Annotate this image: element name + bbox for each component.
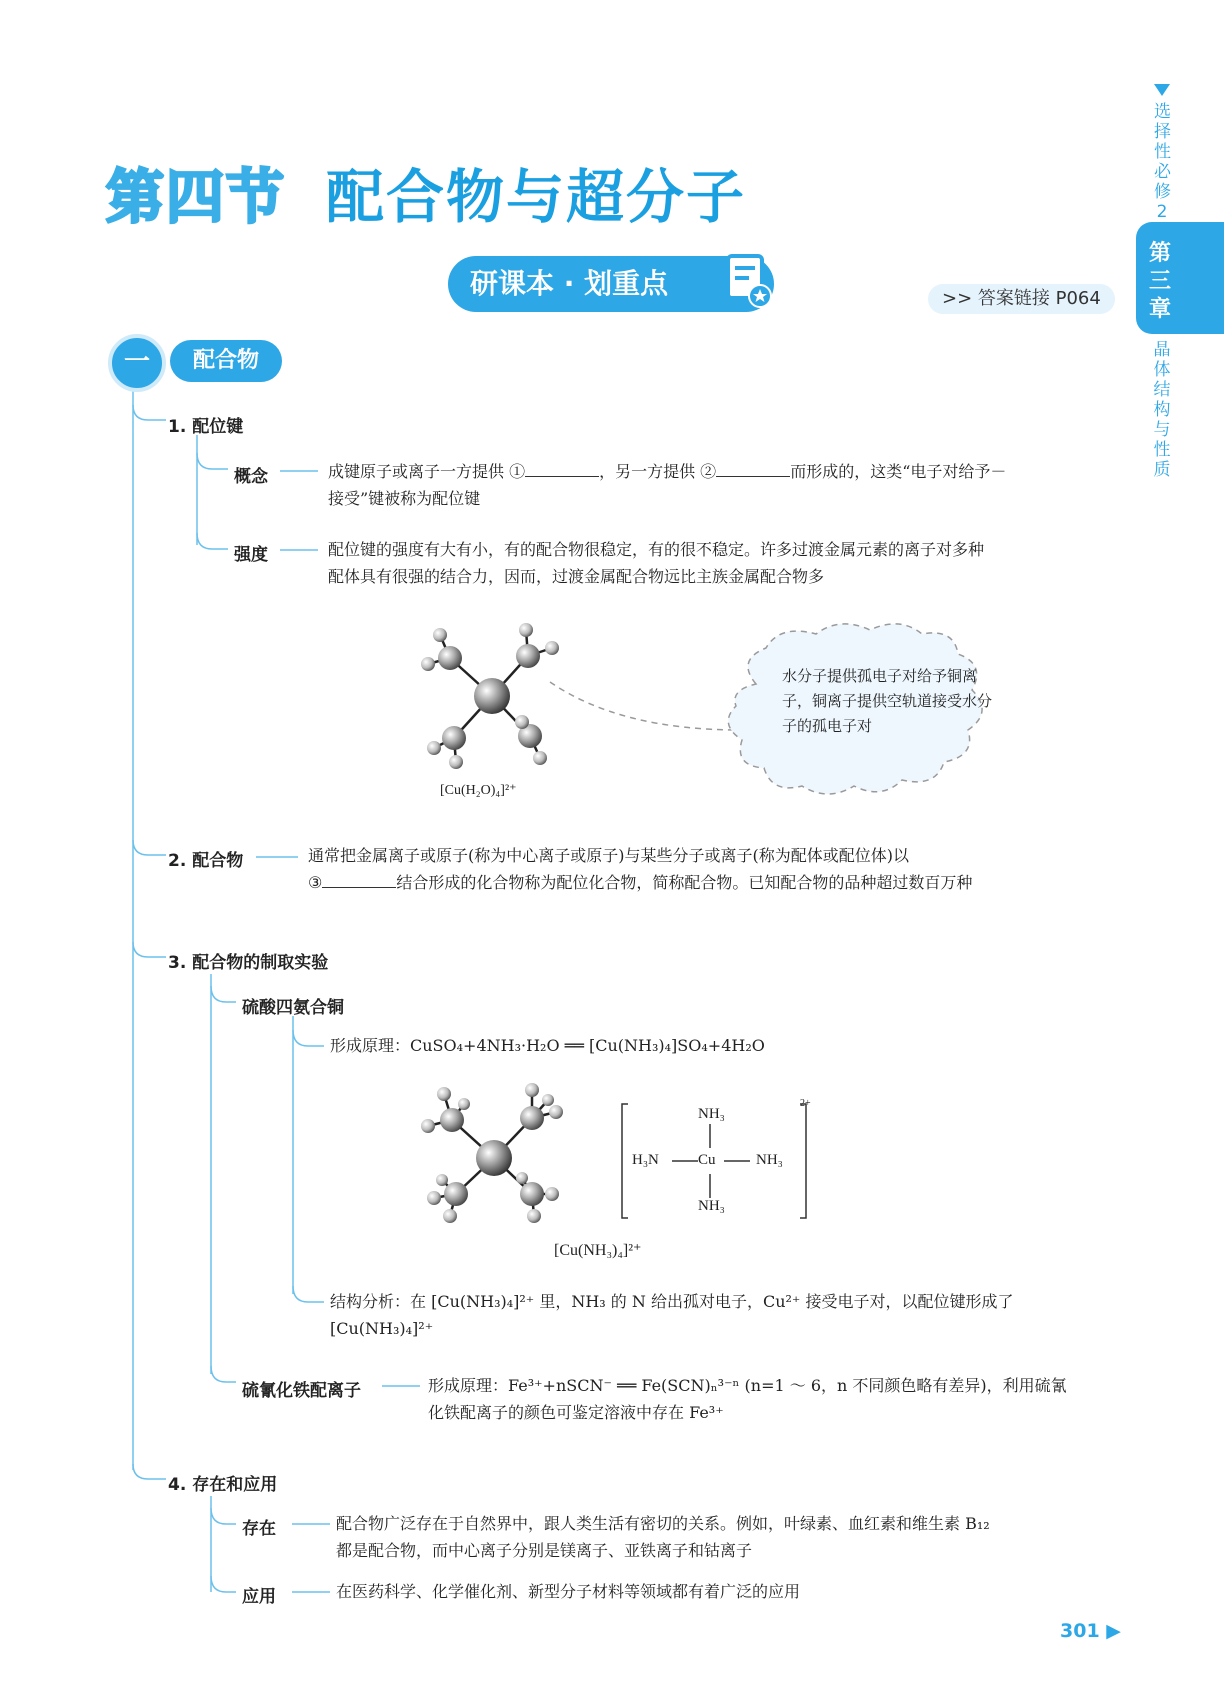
item2-text (308, 842, 1118, 896)
item2-heading: 2. 配合物 (168, 851, 244, 871)
exist-line2: 都是配合物，而中心离子分别是镁离子、亚铁离子和钴离子 (336, 1541, 753, 1560)
sub2-text (428, 1372, 1118, 1426)
item4-heading: 4. 存在和应用 (168, 1475, 278, 1495)
section-number: 第四节 (106, 163, 287, 231)
item2-line2: 结合形成的化合物称为配位化合物，简称配合物。已知配合物的品种超过数百万种 (396, 873, 973, 892)
apply-text: 在医药科学、化学催化剂、新型分子材料等领域都有着广泛的应用 (336, 1582, 801, 1601)
exist-line1: 配合物广泛存在于自然界中，跟人类生活有密切的关系。例如，叶绿素、血红素和维生素 B₁₂ (336, 1514, 990, 1533)
exist-label: 存在 (242, 1519, 276, 1539)
sub2-line1: 形成原理：Fe³⁺+nSCN⁻ ══ Fe(SCN)ₙ³⁻ⁿ (n=1 ～ 6，n 不同颜色略有差异)，利用硫氰 (428, 1376, 1067, 1395)
analysis-line1: 结构分析：在 [Cu(NH₃)₄]²⁺ 里，NH₃ 的 N 给出孤对电子，Cu²⁺ 接受电子对，以配位键形成了 (330, 1292, 1014, 1311)
page-title: 配合物与超分子 (326, 163, 747, 231)
struct-bottom: NH₃ (698, 1198, 725, 1214)
cu-h2o-caption: [Cu(H₂O)₄]²⁺ (440, 783, 517, 798)
analysis-line2: [Cu(NH₃)₄]²⁺ (330, 1319, 434, 1338)
sub1-principle: 形成原理：CuSO₄+4NH₃·H₂O ══ [Cu(NH₃)₄]SO₄+4H₂O (330, 1036, 765, 1055)
struct-left: H₃N (632, 1152, 659, 1168)
concept-text-part3: 而形成的，这类“电子对给予－ (790, 462, 1007, 481)
concept-text-part1: 成键原子或离子一方提供 ① (328, 462, 526, 481)
concept-text-part2: ，另一方提供 ② (599, 462, 717, 481)
struct-center: Cu (698, 1152, 716, 1168)
item1-heading: 1. 配位键 (168, 417, 244, 437)
chapter-title: 晶体结构与性质 (1153, 340, 1171, 480)
strength-text (328, 536, 1118, 590)
concept-label: 概念 (234, 467, 268, 487)
cu-nh3-caption: [Cu(NH₃)₄]²⁺ (554, 1242, 642, 1259)
blank-3[interactable] (322, 869, 396, 888)
strength-line1: 配位键的强度有大有小，有的配合物很稳定，有的很不稳定。许多过渡金属元素的离子对多种 (328, 540, 985, 559)
blank-2[interactable] (716, 458, 790, 477)
concept-text (328, 458, 1118, 512)
sidebar-volume-label: 选择性必修2 (1154, 102, 1171, 222)
section-number-badge: 一 (108, 334, 166, 392)
sub2-line2: 化铁配离子的颜色可鉴定溶液中存在 Fe³⁺ (428, 1403, 724, 1422)
strength-label: 强度 (234, 545, 268, 565)
study-banner: 研课本 · 划重点 (448, 256, 774, 312)
concept-text-line2: 接受”键被称为配位键 (328, 489, 481, 508)
struct-top: NH₃ (698, 1106, 725, 1122)
blank-1[interactable] (525, 458, 599, 477)
item3-heading: 3. 配合物的制取实验 (168, 953, 329, 973)
cloud-text: 水分子提供孤电子对给予铜离子，铜离子提供空轨道接受水分子的孤电子对 (782, 667, 993, 735)
cu-nh3-molecule-figure (408, 1076, 594, 1226)
struct-charge: 2+ (800, 1098, 811, 1109)
blank-3-number: ③ (308, 873, 323, 892)
answer-link[interactable]: >> 答案链接 P064 (928, 284, 1115, 314)
item2-line1: 通常把金属离子或原子(称为中心离子或原子)与某些分子或离子(称为配体或配位体)以 (308, 846, 909, 865)
chapter-tab-label: 第三章 (1148, 241, 1171, 322)
analysis-text (330, 1288, 1120, 1342)
struct-right: NH₃ (756, 1152, 783, 1168)
apply-label: 应用 (242, 1587, 276, 1607)
page-number: 301 ▶ (1060, 1620, 1121, 1642)
exist-text (336, 1510, 1120, 1564)
triangle-down-icon (1154, 84, 1170, 96)
notebook-star-icon (724, 252, 772, 308)
sub2-label: 硫氰化铁配离子 (242, 1381, 361, 1401)
sub1-label: 硫酸四氨合铜 (242, 998, 344, 1018)
strength-line2: 配体具有很强的结合力，因而，过渡金属配合物远比主族金属配合物多 (328, 567, 825, 586)
section-title: 配合物 (170, 340, 282, 382)
